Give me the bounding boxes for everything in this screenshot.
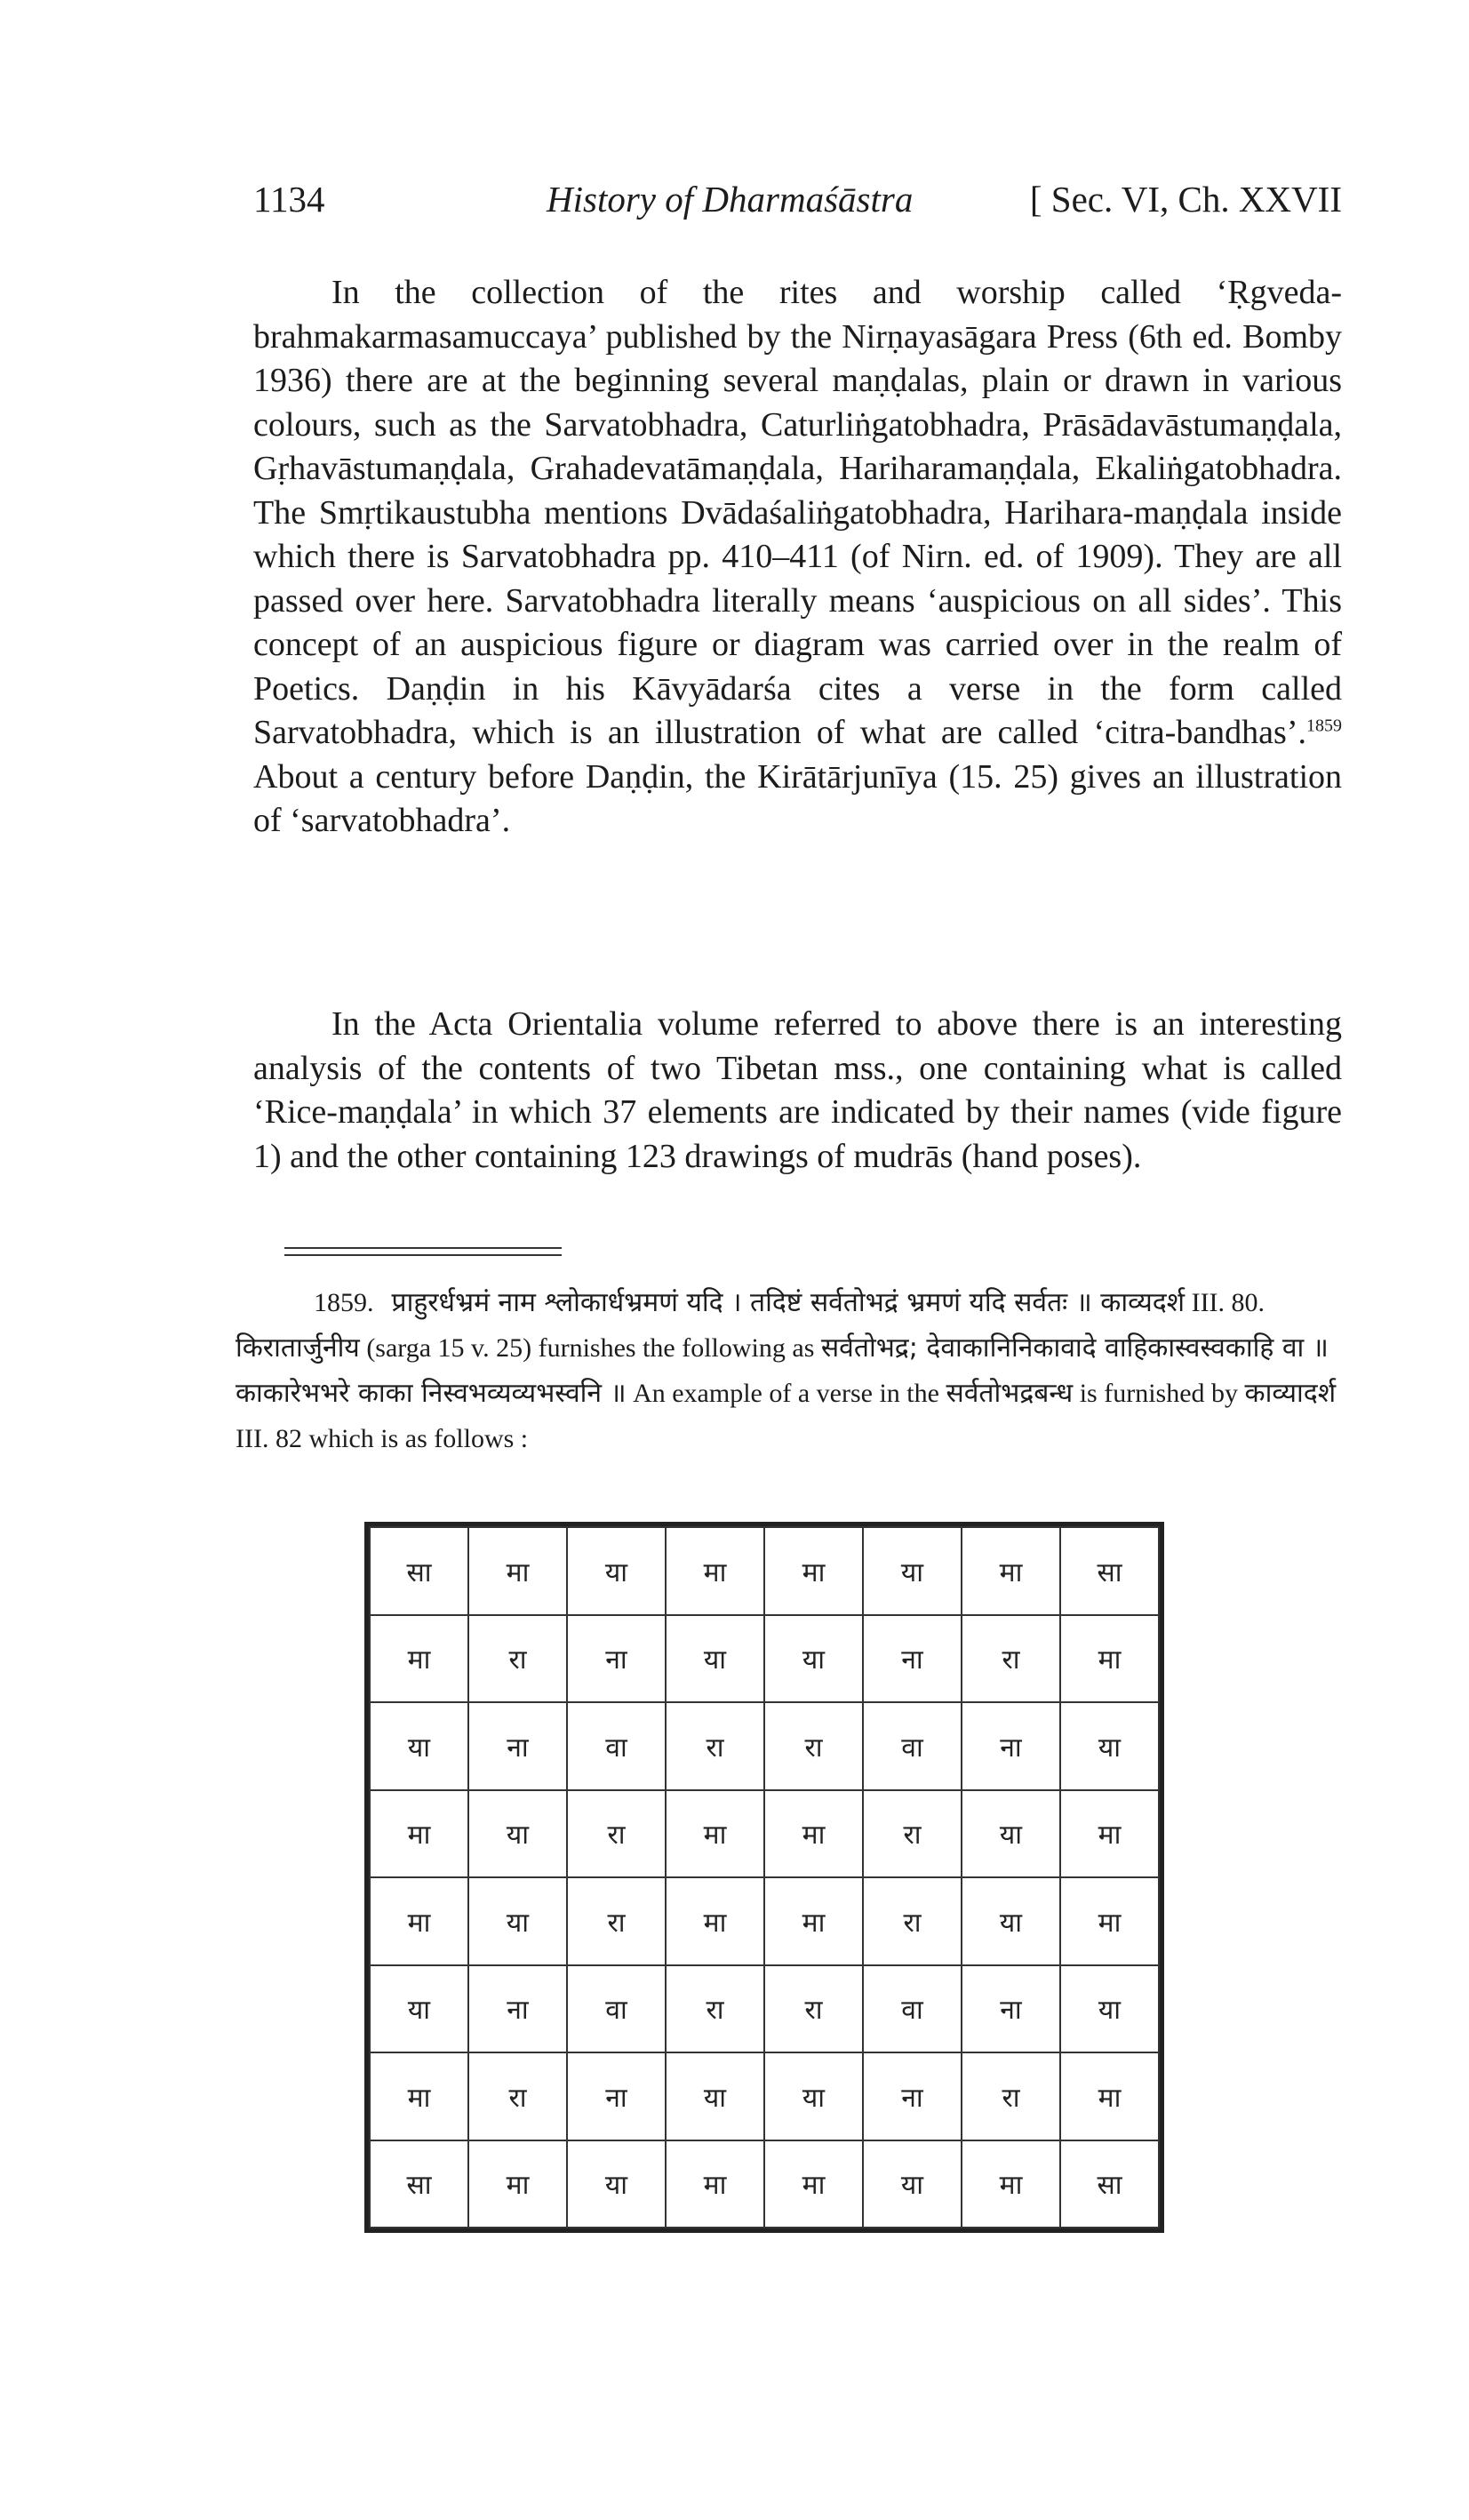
grid-cell: रा: [567, 1790, 666, 1878]
grid-cell: मा: [666, 2140, 764, 2228]
sanskrit-verse: सर्वतोभद्र; देवाकानिनिकावादे वाहिकास्वस्वकाहि वा ॥ काकारेभभरे काका निस्वभव्यव्यभस्वनि ॥: [236, 1332, 1329, 1409]
grid-cell: वा: [863, 1965, 962, 2053]
footnote-text: is furnished by: [1073, 1379, 1245, 1408]
grid-cell: ना: [468, 1702, 567, 1790]
grid-cell: मा: [666, 1877, 764, 1965]
grid-cell: मा: [764, 1877, 863, 1965]
book-title: History of Dharmaśāstra: [547, 179, 914, 220]
sanskrit-term: सर्वतोभद्रबन्ध: [946, 1378, 1074, 1409]
grid-cell: वा: [567, 1965, 666, 2053]
sanskrit-term: किरातार्जुनीय: [236, 1332, 360, 1364]
grid-cell: रा: [863, 1790, 962, 1878]
grid-row: [370, 1877, 1159, 1965]
footnote-reference: 1859: [1306, 716, 1342, 736]
grid-cell: रा: [962, 2052, 1060, 2140]
page-number: 1134: [253, 179, 325, 220]
paragraph-acta-orientalia: In the Acta Orientalia volume referred to above there is an interesting analysis of the contents of two Tibetan mss., one containing what is called ‘Rice-maṇḍala’ in which 37 elements are indicated by their names (vide figure 1) and the other containing 123 drawings of mudrās (hand poses).: [253, 1005, 1342, 1175]
grid-cell: रा: [468, 1615, 567, 1703]
sanskrit-term: काव्यादर्श: [1244, 1378, 1337, 1409]
grid-cell: रा: [468, 2052, 567, 2140]
grid-cell: वा: [567, 1702, 666, 1790]
section-label: [ Sec. VI, Ch. XXVII: [1029, 179, 1342, 220]
grid-cell: रा: [863, 1877, 962, 1965]
grid-row: [370, 1790, 1159, 1878]
grid-cell: मा: [468, 2140, 567, 2228]
grid-cell: मा: [962, 2140, 1060, 2228]
footnote-text: An example of a verse in the: [626, 1379, 946, 1408]
grid-cell: सा: [1060, 2140, 1159, 2228]
paragraph-mandalas: [253, 271, 1342, 844]
grid-cell: मा: [1060, 2052, 1159, 2140]
grid-cell: मा: [764, 2140, 863, 2228]
footnote-number: 1859.: [314, 1288, 374, 1317]
grid-cell: या: [764, 1615, 863, 1703]
grid-row: [370, 1615, 1159, 1703]
grid-cell: रा: [567, 1877, 666, 1965]
grid-cell: मा: [764, 1790, 863, 1878]
grid-cell: मा: [962, 1527, 1060, 1615]
grid-cell: मा: [666, 1790, 764, 1878]
grid-cell: मा: [1060, 1790, 1159, 1878]
sarvatobhadra-grid: [364, 1522, 1164, 2233]
grid-cell: मा: [370, 2052, 468, 2140]
grid-cell: मा: [370, 1790, 468, 1878]
grid-row: [370, 1702, 1159, 1790]
grid-cell: या: [370, 1965, 468, 2053]
grid-cell: ना: [567, 2052, 666, 2140]
footnote-1859: [236, 1280, 1340, 1461]
grid-cell: रा: [666, 1702, 764, 1790]
grid-cell: या: [863, 2140, 962, 2228]
grid-cell: सा: [370, 1527, 468, 1615]
grid-cell: या: [567, 2140, 666, 2228]
grid-row: [370, 1965, 1159, 2053]
grid-cell: ना: [962, 1965, 1060, 2053]
grid-cell: या: [468, 1790, 567, 1878]
grid-cell: रा: [666, 1965, 764, 2053]
grid-cell: रा: [764, 1965, 863, 2053]
footnote-text: III. 80.: [1185, 1288, 1265, 1317]
grid-cell: मा: [370, 1615, 468, 1703]
grid-cell: या: [1060, 1702, 1159, 1790]
grid-row: [370, 2052, 1159, 2140]
grid-cell: रा: [764, 1702, 863, 1790]
grid-cell: या: [962, 1877, 1060, 1965]
grid-cell: रा: [962, 1615, 1060, 1703]
grid-cell: सा: [1060, 1527, 1159, 1615]
grid-cell: ना: [468, 1965, 567, 2053]
grid-cell: मा: [468, 1527, 567, 1615]
grid-cell: या: [962, 1790, 1060, 1878]
sanskrit-verse: प्राहुरर्धभ्रमं नाम श्लोकार्धभ्रमणं यदि । तदिष्टं सर्वतोभद्रं भ्रमणं यदि सर्वतः ॥ काव्यदर्श: [391, 1287, 1186, 1318]
grid-cell: ना: [863, 2052, 962, 2140]
grid-cell: ना: [962, 1702, 1060, 1790]
grid-cell: वा: [863, 1702, 962, 1790]
grid-cell: या: [567, 1527, 666, 1615]
grid-cell: या: [468, 1877, 567, 1965]
paragraph-text-continued: About a century before Daṇḍin, the Kirātārjunīya (15. 25) gives an illustration of ‘sarvatobhadra’.: [253, 757, 1342, 839]
grid-cell: मा: [764, 1527, 863, 1615]
grid-cell: या: [666, 2052, 764, 2140]
footnote-text: III. 82 which is as follows :: [236, 1424, 529, 1453]
grid-row: [370, 1527, 1159, 1615]
grid-row: [370, 2140, 1159, 2228]
grid-cell: या: [370, 1702, 468, 1790]
syllable-table: [369, 1526, 1160, 2228]
grid-cell: मा: [370, 1877, 468, 1965]
grid-cell: मा: [1060, 1877, 1159, 1965]
paragraph-text: In the collection of the rites and worship called ‘Ṛgveda-brahmakarmasamuccaya’ published by the Nirṇayasāgara Press (6th ed. Bomby 1936) there are at the beginning several maṇḍalas, plain or drawn in various colours, such as the Sarvatobhadra, Caturliṅgatobhadra, Prāsādavāstumaṇḍala, Gṛhavāstumaṇḍala, Grahadevatāmaṇḍala, Hariharamaṇḍala, Ekaliṅgatobhadra. The Smṛtikaustubha mentions Dvādaśaliṅgatobhadra, Harihara-maṇḍala inside which there is Sarvatobhadra pp. 410–411 (of Nirn. ed. of 1909). They are all passed over here. Sarvatobhadra literally means ‘auspicious on all sides’. This concept of an auspicious figure or diagram was carried over in the realm of Poetics. Daṇḍin in his Kāvyādarśa cites a verse in the form called Sarvatobhadra, which is an illustration of what are called ‘citra-bandhas’.: [253, 274, 1342, 751]
running-header: [253, 178, 1342, 231]
grid-cell: सा: [370, 2140, 468, 2228]
grid-cell: या: [764, 2052, 863, 2140]
footnote-text: (sarga 15 v. 25) furnishes the following as: [359, 1333, 821, 1363]
grid-cell: या: [863, 1527, 962, 1615]
grid-cell: या: [666, 1615, 764, 1703]
grid-cell: मा: [1060, 1615, 1159, 1703]
grid-cell: या: [1060, 1965, 1159, 2053]
footnote-divider: [284, 1247, 562, 1256]
grid-cell: ना: [567, 1615, 666, 1703]
grid-cell: ना: [863, 1615, 962, 1703]
grid-cell: मा: [666, 1527, 764, 1615]
